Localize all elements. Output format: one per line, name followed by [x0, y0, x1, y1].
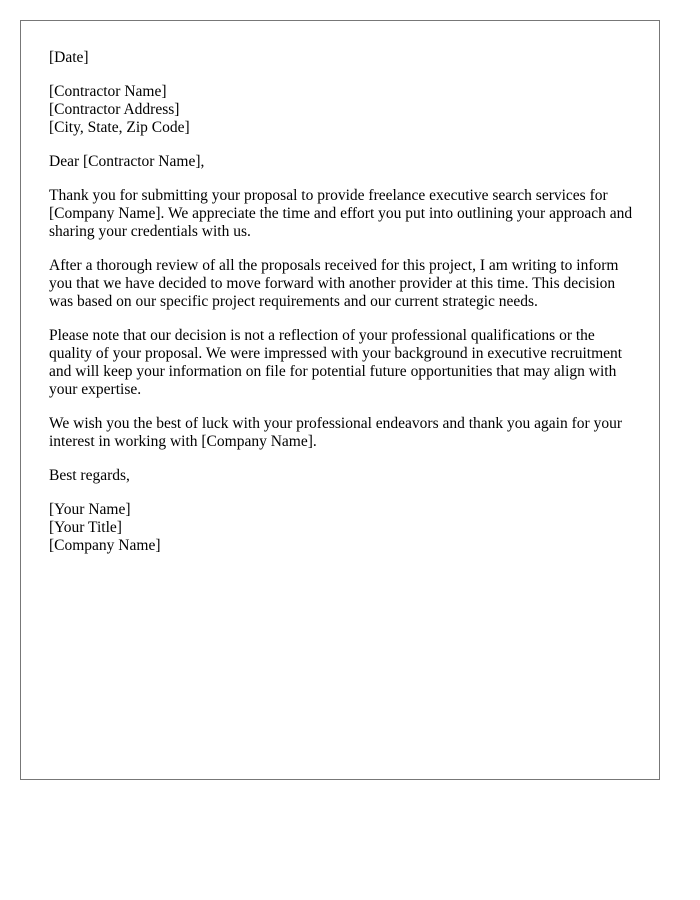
- body-paragraph-1: Thank you for submitting your proposal to provide freelance executive search services for [Company Name]. We appreciate the time and effort you put into outlining your approach and sharing your credentials with us.: [49, 187, 633, 240]
- salutation-block: [49, 153, 631, 171]
- body-paragraph-2: After a thorough review of all the proposals received for this project, I am writing to inform you that we have decided to move forward with another provider at this time. This decision was based on our specific project requirements and our current strategic needs.: [49, 257, 619, 310]
- closing: Best regards,: [49, 467, 130, 484]
- signature-title: [Your Title]: [49, 519, 122, 536]
- body-paragraph-4: We wish you the best of luck with your professional endeavors and thank you again for your interest in working with [Company Name].: [49, 415, 622, 450]
- signature-block: [49, 501, 631, 555]
- body-paragraph-3: Please note that our decision is not a reflection of your professional qualifications or the quality of your proposal. We were impressed with your background in executive recruitment and will keep your information on file for potential future opportunities that may align with your expertise.: [49, 327, 623, 398]
- recipient-address-block: [49, 83, 631, 137]
- signature-name: [Your Name]: [49, 501, 131, 518]
- letter-date-block: [49, 49, 631, 67]
- closing-block: [49, 467, 631, 485]
- recipient-name: [Contractor Name]: [49, 83, 167, 100]
- recipient-city-state-zip: [City, State, Zip Code]: [49, 119, 190, 136]
- letter-date: [Date]: [49, 49, 89, 66]
- salutation: Dear [Contractor Name],: [49, 153, 205, 170]
- signature-company: [Company Name]: [49, 537, 161, 554]
- recipient-address: [Contractor Address]: [49, 101, 180, 118]
- letter-page: [20, 20, 660, 780]
